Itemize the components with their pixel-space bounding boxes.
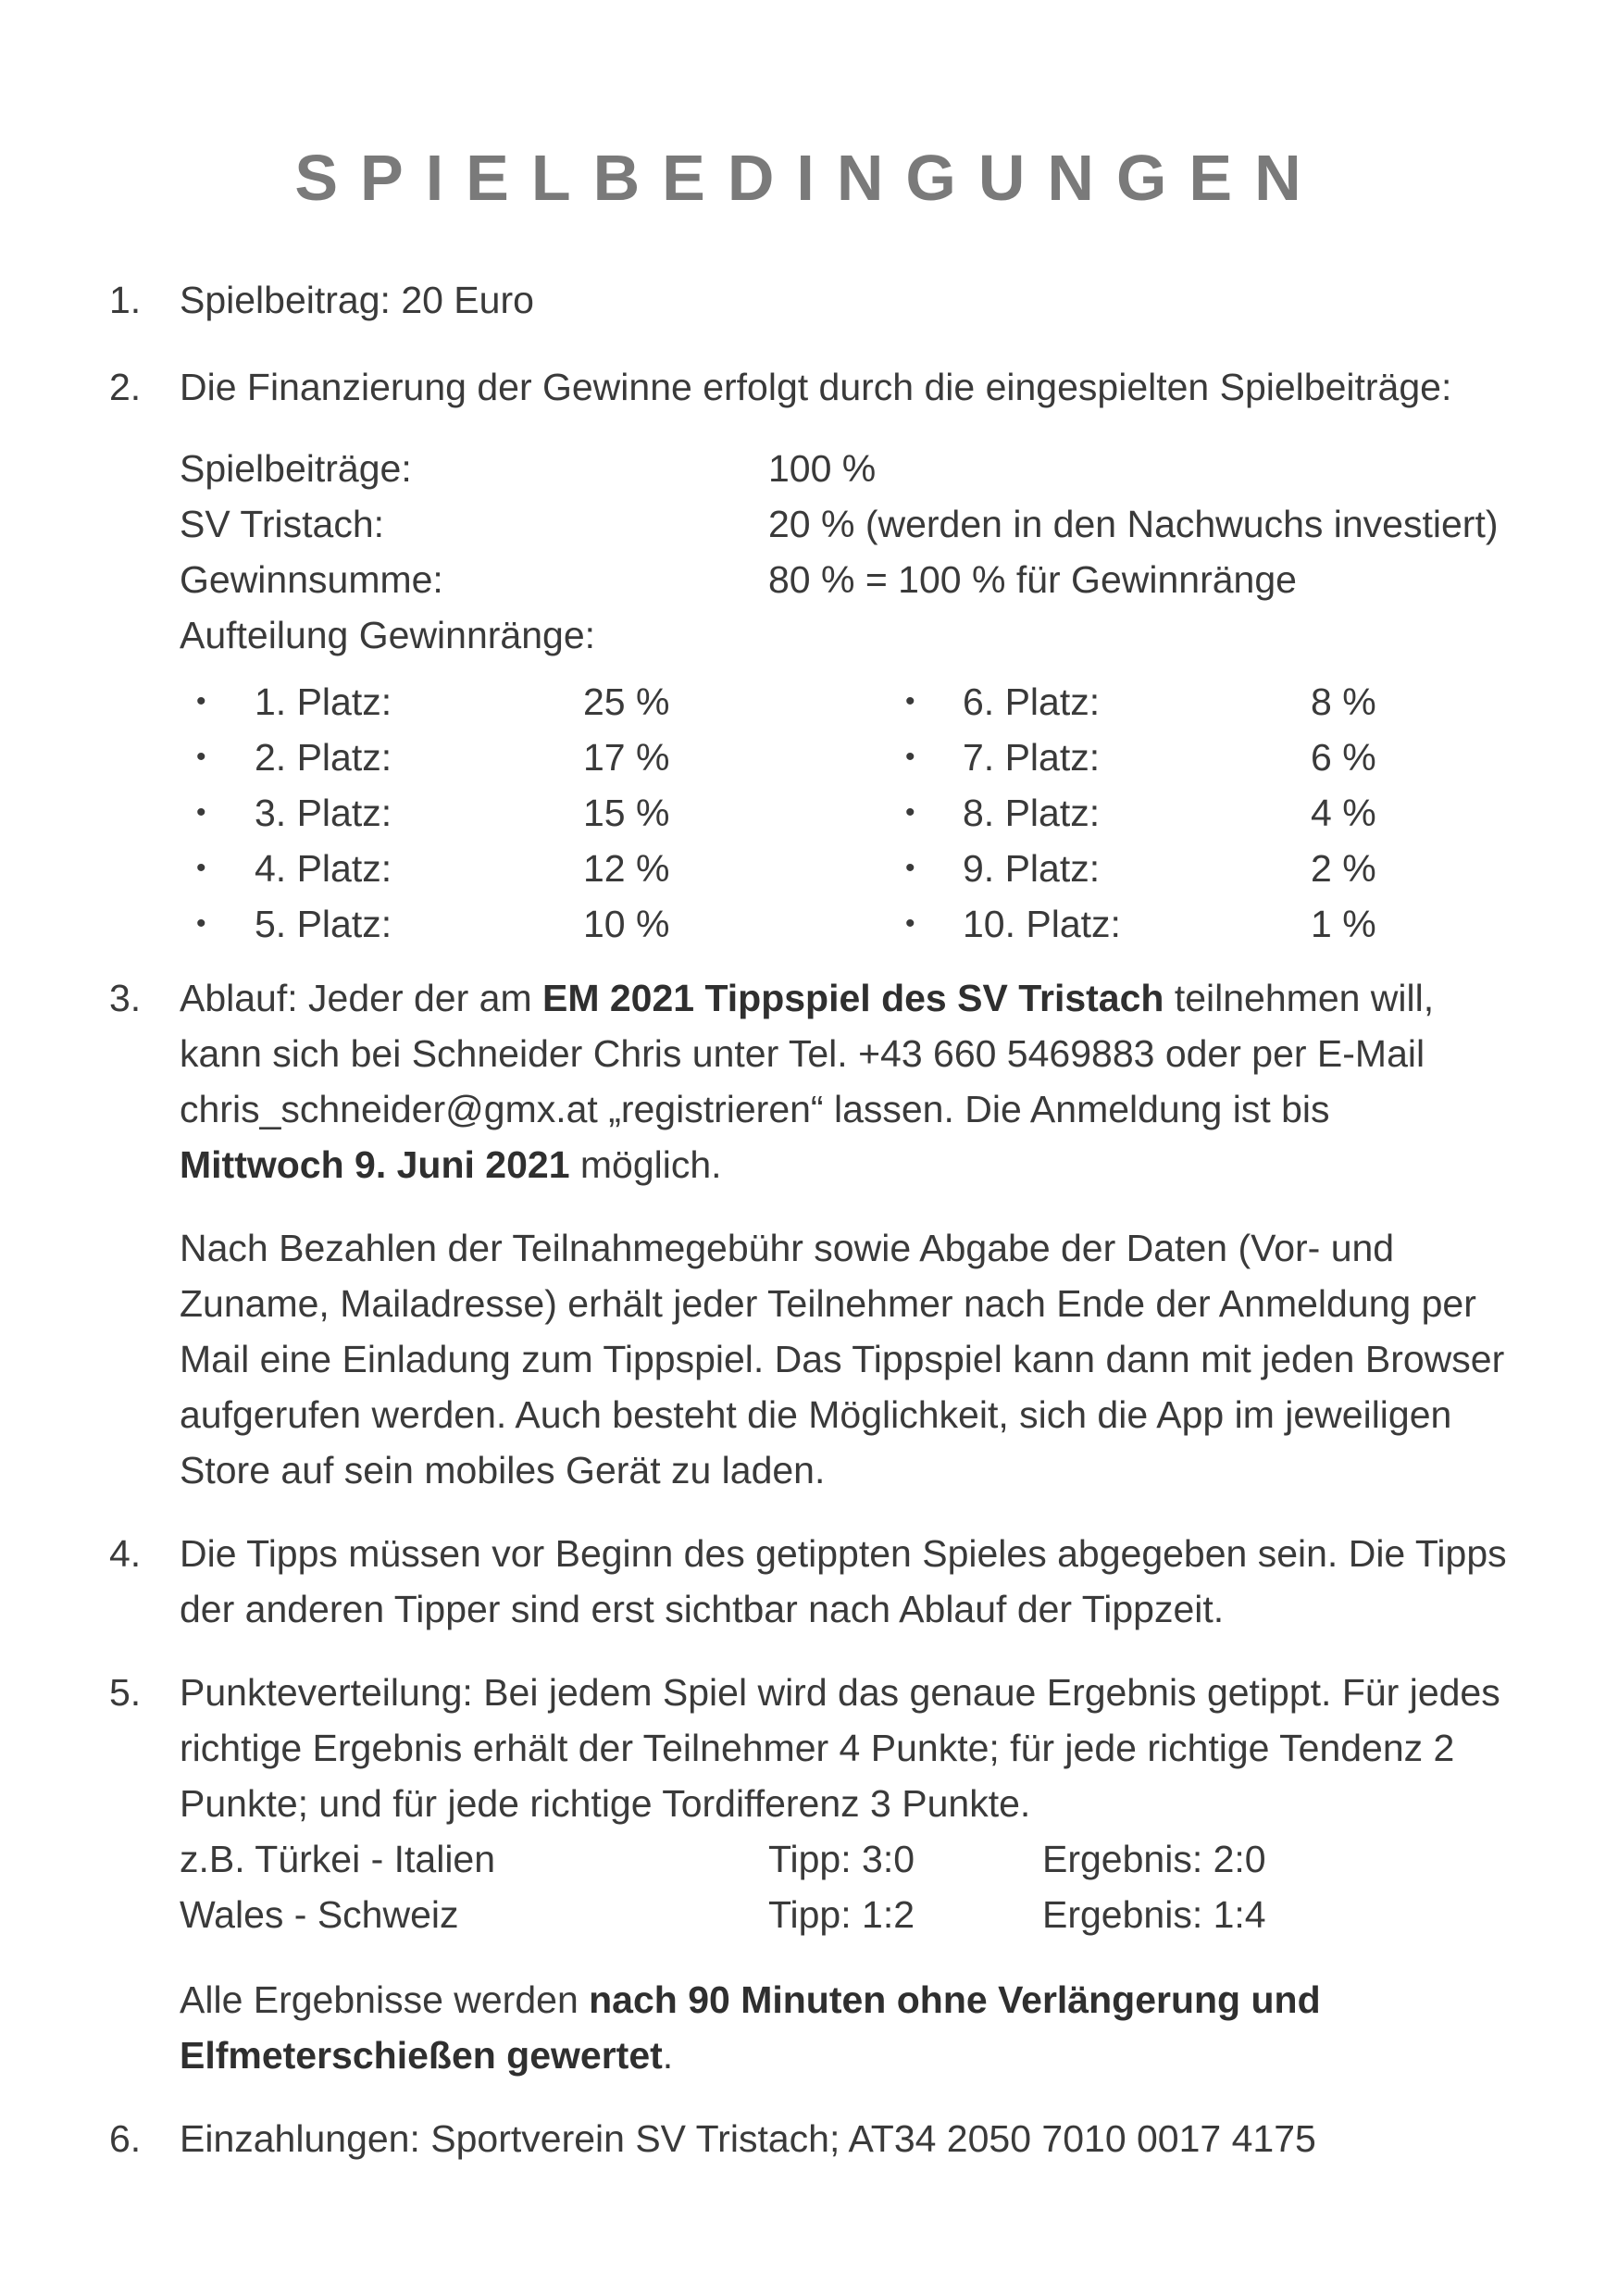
finance-label: Aufteilung Gewinnränge: xyxy=(180,614,596,656)
place-percent: 25 % xyxy=(583,680,670,723)
bullet-icon: • xyxy=(905,853,915,883)
bullet-icon: • xyxy=(905,742,915,772)
item-4-line: der anderen Tipper sind erst sichtbar nach Ablauf der Tippzeit. xyxy=(180,1588,1225,1630)
bullet-icon: • xyxy=(196,908,206,939)
place-percent: 12 % xyxy=(583,847,670,890)
place-percent: 1 % xyxy=(1311,903,1376,945)
example-result: Ergebnis: 1:4 xyxy=(1042,1893,1266,1936)
example-tipp: Tipp: 3:0 xyxy=(768,1838,915,1880)
item-6-text: Einzahlungen: Sportverein SV Tristach; AT34 2050 7010 0017 4175 xyxy=(180,2117,1316,2160)
example-match: Wales - Schweiz xyxy=(180,1893,459,1936)
bullet-icon: • xyxy=(905,686,915,717)
place-percent: 6 % xyxy=(1311,736,1376,779)
place-percent: 15 % xyxy=(583,792,670,834)
item-3-para-2-line: Nach Bezahlen der Teilnahmegebühr sowie Abgabe der Daten (Vor- und xyxy=(180,1227,1395,1269)
bullet-icon: • xyxy=(196,797,206,828)
bullet-icon: • xyxy=(196,853,206,883)
item-number: 4. xyxy=(109,1532,142,1575)
item-number: 3. xyxy=(109,977,142,1019)
item-2-text: Die Finanzierung der Gewinne erfolgt durch die eingespielten Spielbeiträge: xyxy=(180,366,1452,408)
bullet-icon: • xyxy=(196,686,206,717)
item-4-line: Die Tipps müssen vor Beginn des getippten Spieles abgegeben sein. Die Tipps xyxy=(180,1532,1507,1575)
place-label: 6. Platz: xyxy=(963,680,1101,723)
place-label: 10. Platz: xyxy=(963,903,1121,945)
item-5-line: Punkte; und für jede richtige Tordifferenz 3 Punkte. xyxy=(180,1782,1031,1825)
item-1-text: Spielbeitrag: 20 Euro xyxy=(180,279,534,321)
place-percent: 2 % xyxy=(1311,847,1376,890)
item-3-para-2-line: Mail eine Einladung zum Tippspiel. Das Tippspiel kann dann mit jeden Browser xyxy=(180,1338,1505,1380)
place-percent: 4 % xyxy=(1311,792,1376,834)
place-label: 7. Platz: xyxy=(963,736,1101,779)
finance-label: Spielbeiträge: xyxy=(180,447,412,490)
place-label: 5. Platz: xyxy=(255,903,392,945)
place-percent: 8 % xyxy=(1311,680,1376,723)
bullet-icon: • xyxy=(196,742,206,772)
item-number: 5. xyxy=(109,1671,142,1714)
place-label: 8. Platz: xyxy=(963,792,1101,834)
item-3-line-4: Mittwoch 9. Juni 2021 möglich. xyxy=(180,1143,722,1186)
page-title: SPIELBEDINGUNGEN xyxy=(294,142,1324,214)
finance-value: 100 % xyxy=(768,447,877,490)
place-label: 2. Platz: xyxy=(255,736,392,779)
place-label: 1. Platz: xyxy=(255,680,392,723)
finance-value: 80 % = 100 % für Gewinnränge xyxy=(768,558,1297,601)
bullet-icon: • xyxy=(905,797,915,828)
item-3-para-2-line: aufgerufen werden. Auch besteht die Möglichkeit, sich die App im jeweiligen xyxy=(180,1393,1452,1436)
place-label: 3. Platz: xyxy=(255,792,392,834)
item-3-line-3: chris_schneider@gmx.at „registrieren“ lassen. Die Anmeldung ist bis xyxy=(180,1088,1330,1130)
place-percent: 17 % xyxy=(583,736,670,779)
finance-label: SV Tristach: xyxy=(180,503,385,545)
example-result: Ergebnis: 2:0 xyxy=(1042,1838,1266,1880)
item-3-line-2: kann sich bei Schneider Chris unter Tel. +43 660 5469883 oder per E-Mail xyxy=(180,1032,1425,1075)
item-5-line: Punkteverteilung: Bei jedem Spiel wird das genaue Ergebnis getippt. Für jedes xyxy=(180,1671,1500,1714)
item-5-note-line-2: Elfmeterschießen gewertet. xyxy=(180,2034,674,2077)
item-5-line: richtige Ergebnis erhält der Teilnehmer 4 Punkte; für jede richtige Tendenz 2 xyxy=(180,1727,1455,1769)
item-number: 6. xyxy=(109,2117,142,2160)
item-5-note-line-1: Alle Ergebnisse werden nach 90 Minuten ohne Verlängerung und xyxy=(180,1978,1321,2021)
finance-label: Gewinnsumme: xyxy=(180,558,443,601)
item-number: 1. xyxy=(109,279,142,321)
place-percent: 10 % xyxy=(583,903,670,945)
item-number: 2. xyxy=(109,366,142,408)
finance-value: 20 % (werden in den Nachwuchs investiert) xyxy=(768,503,1499,545)
item-3-para-2-line: Store auf sein mobiles Gerät zu laden. xyxy=(180,1449,826,1491)
item-3-line-1: Ablauf: Jeder der am EM 2021 Tippspiel des SV Tristach teilnehmen will, xyxy=(180,977,1435,1019)
place-label: 4. Platz: xyxy=(255,847,392,890)
example-tipp: Tipp: 1:2 xyxy=(768,1893,915,1936)
example-match: z.B. Türkei - Italien xyxy=(180,1838,496,1880)
item-3-para-2-line: Zuname, Mailadresse) erhält jeder Teilnehmer nach Ende der Anmeldung per xyxy=(180,1282,1476,1325)
place-label: 9. Platz: xyxy=(963,847,1101,890)
bullet-icon: • xyxy=(905,908,915,939)
